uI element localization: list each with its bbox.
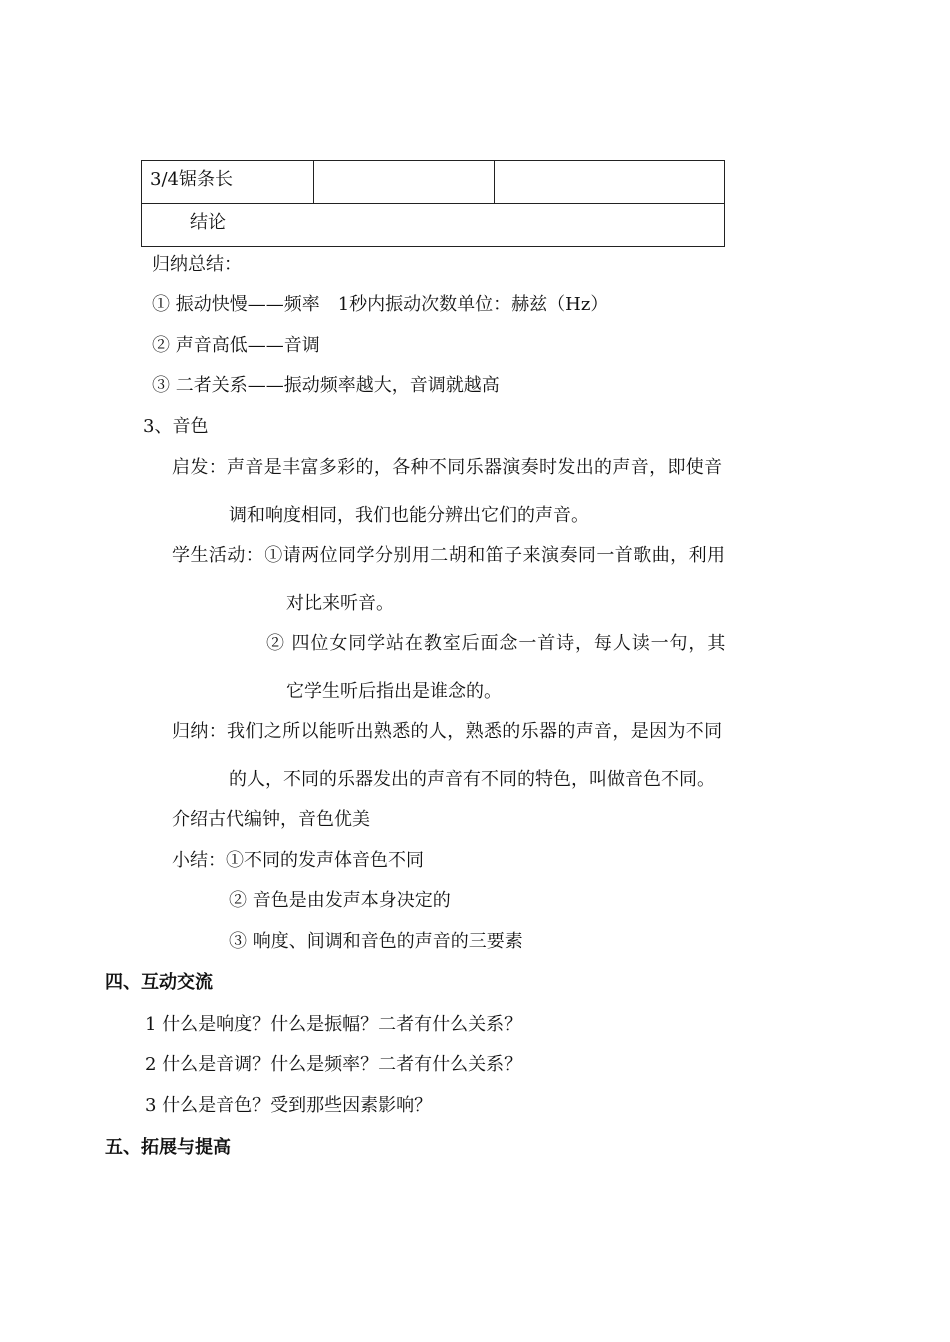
table-cell-empty: [314, 161, 495, 204]
activity-text-3: ② 四位女同学站在教室后面念一首诗，每人读一句，其: [266, 633, 727, 654]
question-3: 3 什么是音色？受到那些因素影响？: [145, 1095, 433, 1116]
conclusion-item-3: ③ 响度、间调和音色的声音的三要素: [229, 931, 523, 952]
question-1: 1 什么是响度？什么是振幅？二者有什么关系？: [145, 1014, 523, 1035]
table-row: [142, 204, 725, 247]
summary-item-pitch: ② 声音高低——音调: [152, 335, 320, 356]
inspire-text-1: 启发：声音是丰富多彩的，各种不同乐器演奏时发出的声音，即使音: [172, 457, 723, 478]
experiment-table: [141, 160, 725, 247]
table-cell-conclusion: [142, 204, 725, 247]
row-label-saw-length: 3/4锯条长: [150, 169, 233, 190]
timbre-heading: 3、音色: [143, 416, 209, 437]
activity-text-1: 学生活动：①请两位同学分别用二胡和笛子来演奏同一首歌曲，利用: [172, 545, 726, 566]
conclusion-item-1: 小结：①不同的发声体音色不同: [172, 850, 424, 871]
summary-item-frequency: ① 振动快慢——频率 1秒内振动次数单位：赫兹（Hz）: [152, 294, 609, 315]
section-heading-interaction: 四、互动交流: [105, 972, 213, 993]
table-cell-empty: [495, 161, 725, 204]
inspire-text-2: 调和响度相同，我们也能分辨出它们的声音。: [229, 505, 589, 526]
section-heading-extension: 五、拓展与提高: [105, 1137, 231, 1158]
activity-text-2: 对比来听音。: [286, 593, 394, 614]
induce-text-1: 归纳：我们之所以能听出熟悉的人，熟悉的乐器的声音，是因为不同: [172, 721, 723, 742]
row-label-conclusion: 结论: [190, 212, 226, 233]
activity-text-4: 它学生听后指出是谁念的。: [286, 681, 502, 702]
induce-text-2: 的人，不同的乐器发出的声音有不同的特色，叫做音色不同。: [229, 769, 715, 790]
question-2: 2 什么是音调？什么是频率？二者有什么关系？: [145, 1054, 523, 1075]
bianzhong-intro: 介绍古代编钟，音色优美: [172, 809, 370, 830]
summary-item-relation: ③ 二者关系——振动频率越大，音调就越高: [152, 375, 500, 396]
table-cell: [142, 161, 314, 204]
summary-heading: 归纳总结：: [152, 254, 242, 275]
table-row: [142, 161, 725, 204]
conclusion-item-2: ② 音色是由发声本身决定的: [229, 890, 451, 911]
